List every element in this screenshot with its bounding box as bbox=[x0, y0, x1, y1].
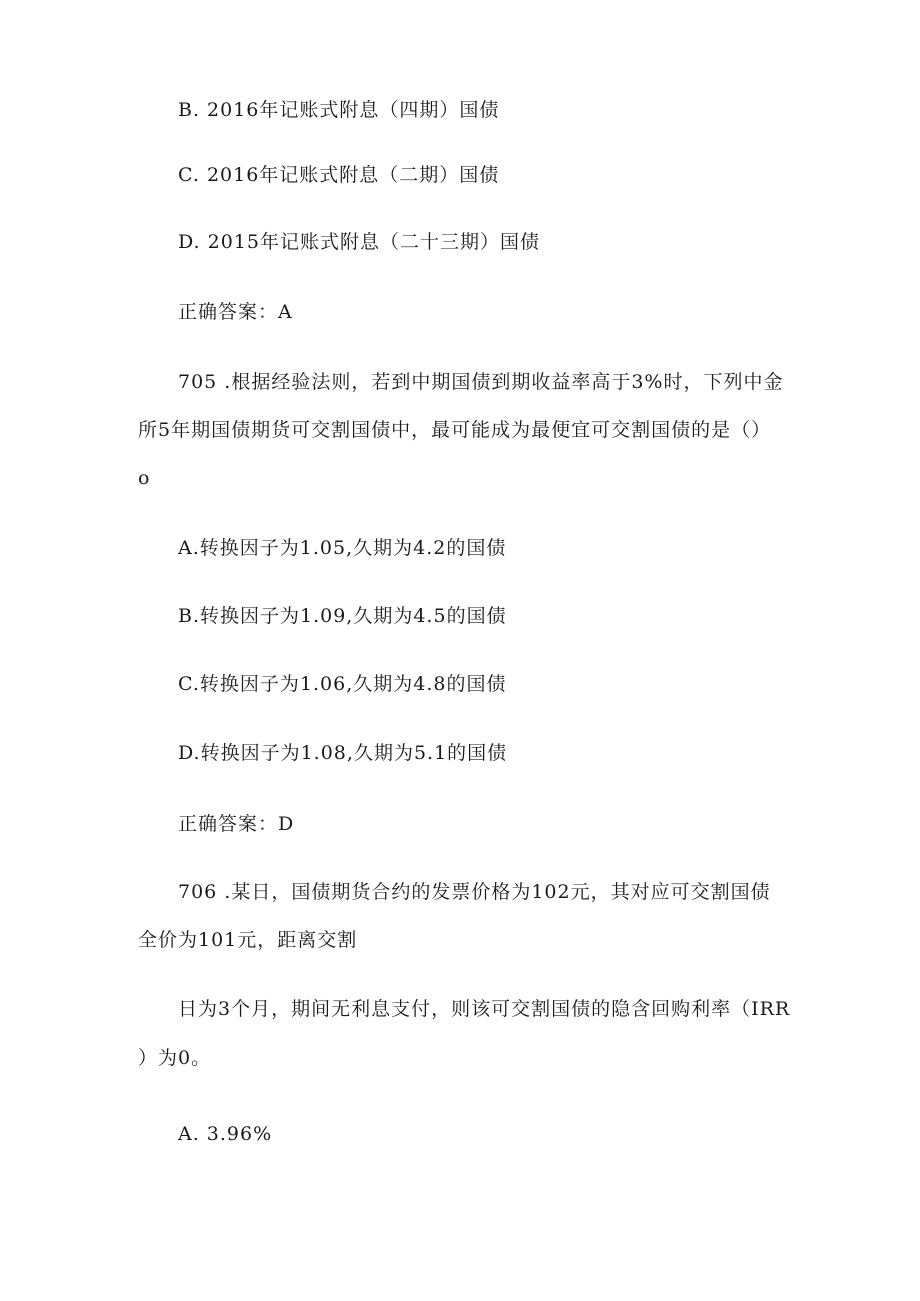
q705-answer: 正确答案：D bbox=[178, 813, 295, 835]
q705-option-b: B.转换因子为1.09,久期为4.5的国债 bbox=[178, 605, 507, 627]
q705-option-d: D.转换因子为1.08,久期为5.1的国债 bbox=[178, 742, 508, 764]
q706-stem-line3: 日为3个月，期间无利息支付，则该可交割国债的隐含回购利率（IRR bbox=[178, 998, 791, 1020]
q704-option-c: C. 2016年记账式附息（二期）国债 bbox=[178, 164, 500, 186]
q706-option-a: A. 3.96% bbox=[178, 1123, 273, 1145]
q705-stem-line1: 705 .根据经验法则，若到中期国债到期收益率高于3%时，下列中金 bbox=[178, 371, 784, 393]
q706-stem-line2: 全价为101元，距离交割 bbox=[138, 929, 358, 951]
q705-stem-line2: 所5年期国债期货可交割国债中，最可能成为最便宜可交割国债的是（） bbox=[138, 419, 772, 441]
q704-option-b: B. 2016年记账式附息（四期）国债 bbox=[178, 99, 500, 121]
q704-answer: 正确答案：A bbox=[178, 301, 293, 323]
q706-stem-line4: ）为0。 bbox=[138, 1047, 212, 1069]
q705-option-a: A.转换因子为1.05,久期为4.2的国债 bbox=[178, 537, 507, 559]
q705-option-c: C.转换因子为1.06,久期为4.8的国债 bbox=[178, 673, 507, 695]
q706-stem-line1: 706 .某日，国债期货合约的发票价格为102元，其对应可交割国债 bbox=[178, 881, 771, 903]
q705-stem-line3: o bbox=[138, 467, 151, 489]
q704-option-d: D. 2015年记账式附息（二十三期）国债 bbox=[178, 231, 540, 253]
